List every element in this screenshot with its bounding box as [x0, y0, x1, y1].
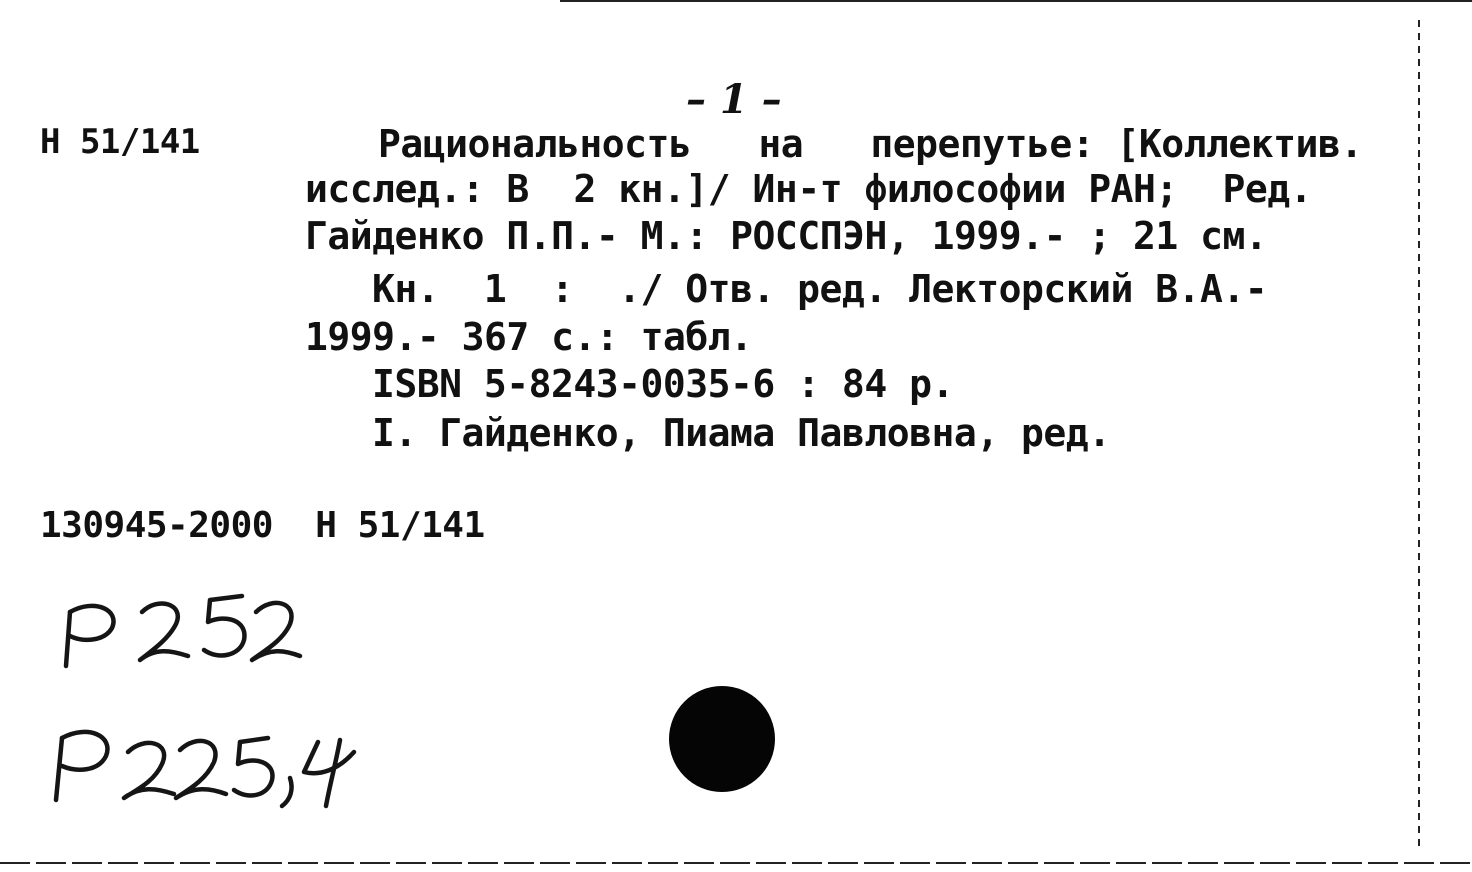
handwritten-mark-p252: [66, 596, 300, 666]
bibliographic-line: Кн. 1 : ./ Отв. ред. Лекторский В.А.-: [372, 267, 1268, 311]
punch-hole: [669, 686, 775, 792]
inventory-number: 130945-2000 Н 51/141: [40, 505, 485, 546]
bibliographic-line: Гайденко П.П.- М.: РОССПЭН, 1999.- ; 21 см.: [305, 214, 1268, 258]
shelfmark: Н 51/141: [40, 122, 200, 162]
handwritten-mark-p2254: [56, 732, 354, 806]
bibliographic-line: исслед.: В 2 кн.]/ Ин-т философии РАН; Ред.: [305, 167, 1313, 211]
bibliographic-line: 1999.- 367 с.: табл.: [305, 315, 753, 359]
isbn-line: ISBN 5-8243-0035-6 : 84 р.: [372, 362, 954, 406]
page-number: – 1 –: [686, 76, 782, 123]
editor-entry: I. Гайденко, Пиама Павловна, ред.: [372, 411, 1111, 455]
bibliographic-line: Рациональность на перепутье: [Коллектив.: [378, 122, 1363, 166]
